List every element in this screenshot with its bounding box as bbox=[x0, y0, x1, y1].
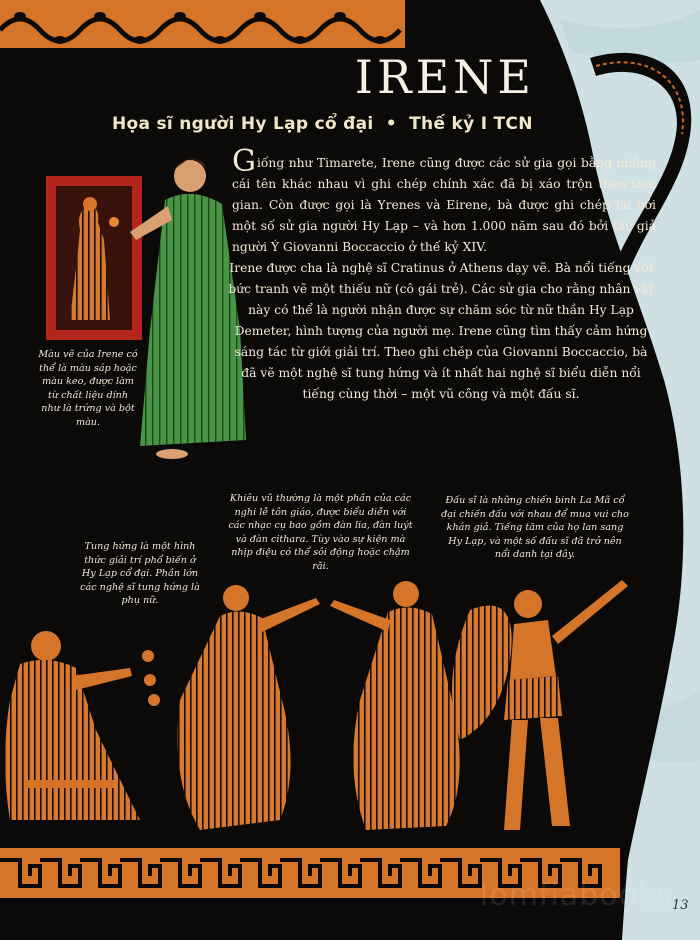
subtitle-separator: • bbox=[385, 114, 397, 134]
caption-juggling: Tung hứng là một hình thức giải trí phổ biến ở Hy Lạp cổ đại. Phần lớn các nghệ sĩ tung hứng là phụ nữ. bbox=[80, 541, 200, 606]
main-text bbox=[226, 144, 656, 405]
paragraph-1-text: iống như Timarete, Irene cũng được các sử gia gọi bằng những cái tên khác nhau vì ghi chép chính xác đã bị xáo trộn theo thời gian. Còn được gọi là Yrenes và Eirene, bà được ghi chép lại bởi một số sử gia người Hy Lạp – và hơn 1.000 năm sau đó bởi tác giả người Ý Giovanni Boccaccio ở thế kỷ XIV. bbox=[232, 156, 656, 254]
paragraph-1 bbox=[226, 144, 656, 258]
paragraph-2: Irene được cha là nghệ sĩ Cratinus ở Athens dạy vẽ. Bà nổi tiếng với bức tranh vẽ một thiếu nữ (cô gái trẻ). Các sử gia cho rằng nhân vật này có thể là người nhận được sự chăm sóc từ nữ thần Hy Lạp Demeter, hình tượng của người mẹ. Irene cũng tìm thấy cảm hứng sáng tác từ giới giải trí. Theo ghi chép của Giovanni Boccaccio, bà đã vẽ một nghệ sĩ tung hứng và ít nhất hai nghệ sĩ biểu diễn nổi tiếng cùng thời – một vũ công và một đấu sĩ. bbox=[228, 261, 654, 401]
drop-cap: G bbox=[232, 144, 256, 179]
page-title: IRENE bbox=[354, 50, 535, 104]
page-number: 13 bbox=[672, 898, 689, 913]
caption-gladiator: Đấu sĩ là những chiến binh La Mã cổ đại chiến đấu với nhau để mua vui cho khán giả. Tiếng tăm của họ lan sang Hy Lạp, và một số đấu sĩ đã trở nên nổi danh tại đây. bbox=[441, 495, 629, 560]
caption-paint: Màu vẽ của Irene có thể là màu sáp hoặc màu keo, được làm từ chất liệu dính như là trứng và bột màu. bbox=[38, 349, 138, 428]
watermark: lomfiabooks bbox=[480, 878, 673, 913]
subtitle-era: Thế kỷ I TCN bbox=[409, 114, 533, 134]
subtitle-text: Họa sĩ người Hy Lạp cổ đại bbox=[112, 114, 374, 134]
caption-dance: Khiêu vũ thường là một phần của các nghi lễ tôn giáo, được biểu diễn với các nhạc cụ bao gồm đàn lia, đàn luýt và đàn cithara. Tùy vào sự kiện mà nhịp điệu có thể sôi động hoặc chậm rãi. bbox=[228, 493, 413, 572]
subtitle bbox=[112, 114, 542, 134]
